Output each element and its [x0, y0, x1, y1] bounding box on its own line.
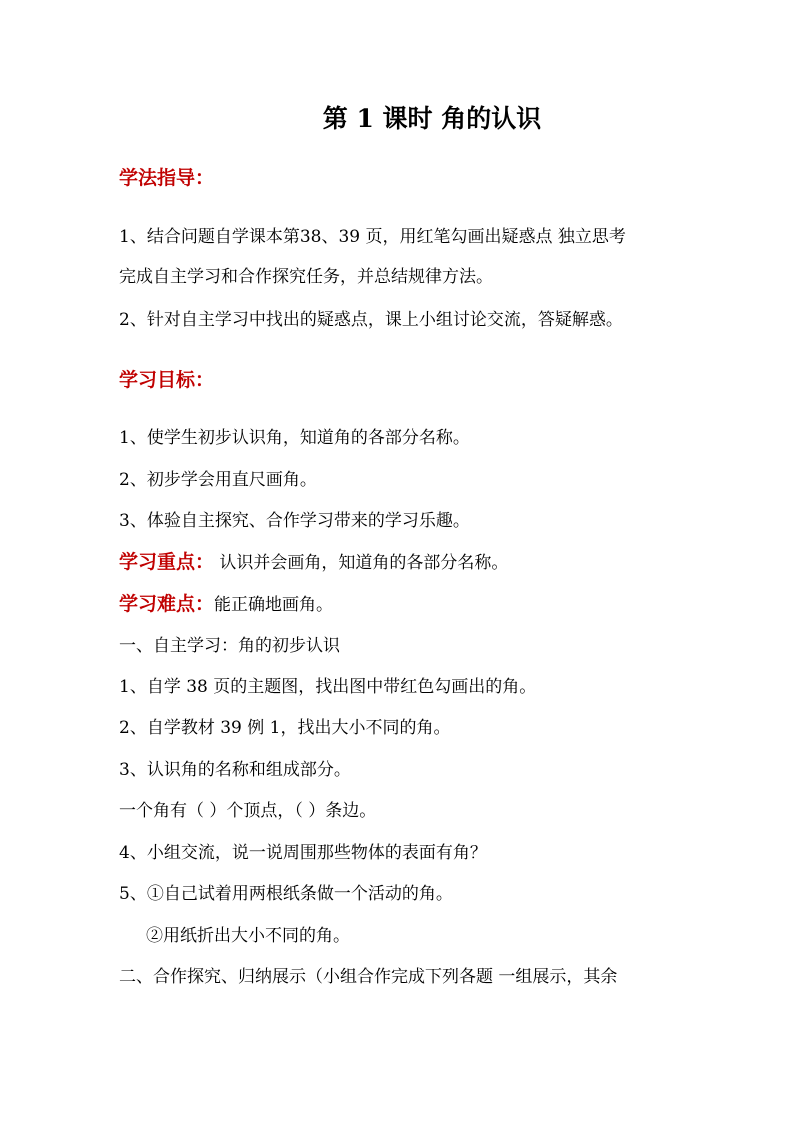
objective-item-3: 3、体验自主探究、合作学习带来的学习乐趣。 — [119, 511, 470, 531]
guidance-item-2: 2、针对自主学习中找出的疑惑点，课上小组讨论交流，答疑解惑。 — [119, 310, 623, 330]
self-study-item-1: 1、自学 38 页的主题图，找出图中带红色勾画出的角。 — [119, 677, 537, 697]
self-study-item-2: 2、自学教材 39 例 1，找出大小不同的角。 — [119, 718, 451, 738]
guidance-item-1-continued: 完成自主学习和合作探究任务，并总结规律方法。 — [119, 267, 493, 287]
guidance-heading: 学法指导： — [119, 167, 215, 189]
self-study-item-3: 3、认识角的名称和组成部分。 — [119, 760, 351, 780]
self-study-item-5-sub: ②用纸折出大小不同的角。 — [146, 926, 350, 946]
difficulty-text: 能正确地画角。 — [214, 595, 334, 615]
key-point-label: 学习重点： — [119, 551, 215, 573]
self-study-heading: 一、自主学习：角的初步认识 — [119, 636, 340, 656]
objective-item-2: 2、初步学会用直尺画角。 — [119, 470, 317, 490]
objective-item-1: 1、使学生初步认识角，知道角的各部分名称。 — [119, 428, 470, 448]
vertex-edge-fill-in: 一个角有（ ）个顶点，（ ）条边。 — [119, 801, 377, 821]
difficulty-row — [119, 592, 333, 617]
page-title: 第 1 课时 角的认识 — [322, 104, 542, 133]
self-study-item-4: 4、小组交流，说一说周围那些物体的表面有角？ — [119, 843, 487, 863]
objectives-heading: 学习目标： — [119, 369, 215, 391]
guidance-item-1: 1、结合问题自学课本第38、39 页，用红笔勾画出疑惑点 独立思考 — [119, 227, 626, 247]
difficulty-label: 学习难点： — [119, 593, 215, 615]
key-point-row — [119, 550, 508, 575]
cooperation-heading: 二、合作探究、归纳展示（小组合作完成下列各题 一组展示，其余 — [119, 967, 618, 987]
key-point-text: 认识并会画角，知道角的各部分名称。 — [214, 553, 509, 573]
self-study-item-5: 5、①自己试着用两根纸条做一个活动的角。 — [119, 884, 453, 904]
